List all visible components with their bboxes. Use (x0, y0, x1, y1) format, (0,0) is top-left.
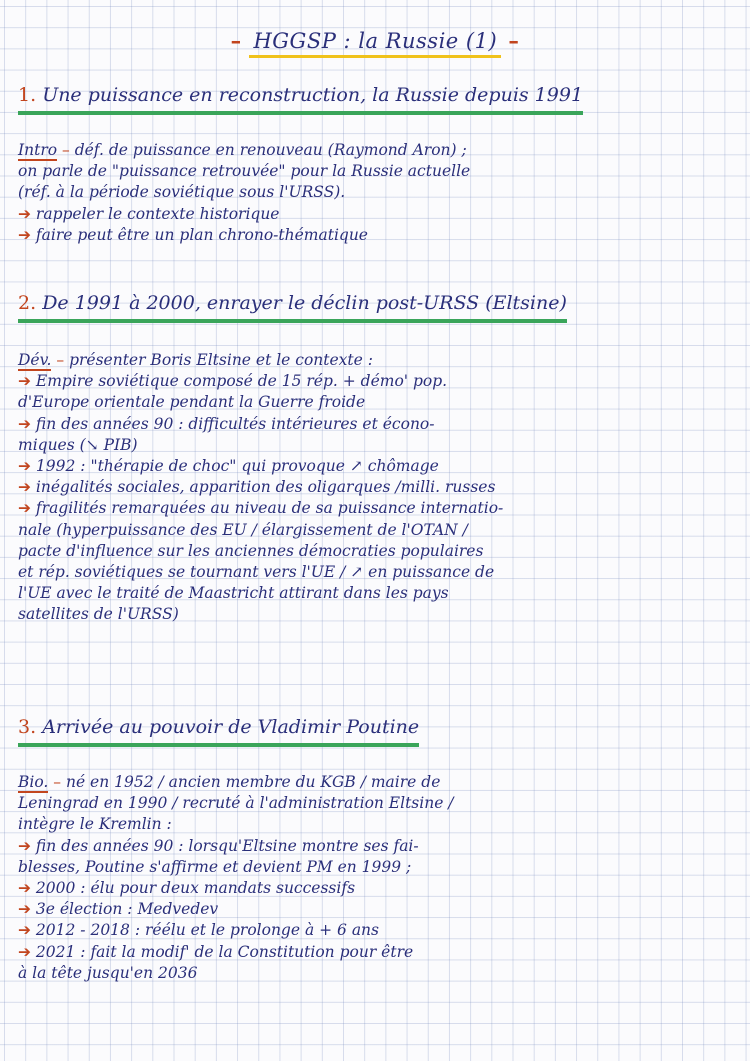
page-title (0, 28, 750, 58)
bio-text: Leningrad en 1990 / recruté à l'administration Eltsine / (18, 794, 454, 813)
arrow-right-icon: ➔ (18, 372, 36, 391)
biography-block (18, 772, 730, 984)
bullet-text: satellites de l'URSS) (18, 605, 179, 624)
intro-text: on parle de "puissance retrouvée" pour la Russie actuelle (18, 162, 471, 181)
arrow-right-icon: ➔ (18, 478, 36, 497)
bio-label: Bio. (18, 773, 49, 791)
section-3-heading (18, 714, 419, 747)
bullet-item (18, 498, 730, 519)
bio-line: Bio. – né en 1952 / ancien membre du KGB / maire de (18, 773, 441, 791)
arrow-right-icon: ➔ (18, 900, 36, 919)
bullet-text: 1992 : "thérapie de choc" qui provoque ↗ chômage (35, 457, 439, 476)
bullet-text: nale (hyperpuissance des EU / élargissement de l'OTAN / (18, 520, 468, 539)
intro-line: Intro – déf. de puissance en renouveau (Raymond Aron) ; (18, 141, 467, 159)
bullet-text: fin des années 90 : difficultés intérieures et écono- (35, 414, 435, 433)
section-2-heading (18, 290, 567, 323)
bullet-item (18, 899, 730, 920)
bullet-text: 3e élection : Medvedev (35, 900, 219, 919)
arrow-right-icon: ➔ (18, 225, 36, 244)
section-1-heading-text: Une puissance en reconstruction, la Russie depuis 1991 (42, 84, 584, 106)
arrow-right-icon: ➔ (18, 414, 36, 433)
bullet-item (18, 204, 730, 225)
bullet-item (18, 836, 730, 857)
arrow-right-icon: ➔ (18, 204, 36, 223)
section-1-heading (18, 82, 583, 115)
bullet-text: fin des années 90 : lorsqu'Eltsine montre ses fai- (35, 836, 419, 855)
arrow-right-icon: ➔ (18, 921, 36, 940)
bullet-text: 2021 : fait la modif' de la Constitution pour être (35, 942, 414, 961)
bullet-text: 2012 - 2018 : réélu et le prolonge à + 6 ans (35, 921, 379, 940)
dev-line: Dév. – présenter Boris Eltsine et le contexte : (18, 351, 373, 369)
bullet-item (18, 456, 730, 477)
bio-text: intègre le Kremlin : (18, 815, 172, 834)
intro-text: déf. de puissance en renouveau (Raymond Aron) ; (74, 141, 467, 159)
dev-label: Dév. (18, 351, 52, 369)
intro-block (18, 140, 730, 246)
arrow-right-icon: ➔ (18, 457, 36, 476)
section-2-heading-text: De 1991 à 2000, enrayer le déclin post-URSS (Eltsine) (42, 292, 567, 314)
bullet-text: Empire soviétique composé de 15 rép. + démo' pop. (35, 372, 448, 391)
bullet-text: pacte d'influence sur les anciennes démocraties populaires (18, 541, 484, 560)
bullet-item (18, 878, 730, 899)
bullet-text: fragilités remarquées au niveau de sa puissance internatio- (35, 499, 504, 518)
section-1-number: 1. (18, 84, 37, 106)
bullet-text: et rép. soviétiques se tournant vers l'UE / ↗ en puissance de (18, 563, 495, 582)
intro-text: (réf. à la période soviétique sous l'URSS). (18, 183, 346, 202)
title-text: HGGSP : la Russie (1) (249, 29, 501, 58)
arrow-right-icon: ➔ (18, 942, 36, 961)
section-1 (18, 82, 730, 115)
bullet-text: à la tête jusqu'en 2036 (18, 963, 198, 982)
development-block (18, 350, 730, 626)
bullet-text: faire peut être un plan chrono-thématique (35, 225, 368, 244)
intro-label: Intro (18, 141, 58, 159)
title-dash-right: – (508, 28, 520, 53)
bullet-text: blesses, Poutine s'affirme et devient PM en 1999 ; (18, 857, 412, 876)
section-3 (18, 714, 730, 747)
section-2-number: 2. (18, 292, 37, 314)
bullet-item (18, 225, 730, 246)
bullet-item (18, 477, 730, 498)
bullet-item (18, 414, 730, 435)
bullet-text: inégalités sociales, apparition des oligarques /milli. russes (35, 478, 496, 497)
section-3-heading-text: Arrivée au pouvoir de Vladimir Poutine (42, 716, 420, 738)
bullet-text: 2000 : élu pour deux mandats successifs (35, 879, 356, 898)
bio-text: né en 1952 / ancien membre du KGB / maire de (65, 773, 441, 791)
dev-text: présenter Boris Eltsine et le contexte : (69, 351, 373, 369)
arrow-right-icon: ➔ (18, 499, 36, 518)
bullet-item (18, 942, 730, 963)
bullet-item (18, 371, 730, 392)
bullet-text: miques (↘ PIB) (18, 435, 138, 454)
arrow-right-icon: ➔ (18, 836, 36, 855)
bullet-text: d'Europe orientale pendant la Guerre froide (18, 393, 366, 412)
section-3-number: 3. (18, 716, 37, 738)
section-2 (18, 290, 730, 323)
bullet-text: rappeler le contexte historique (35, 204, 280, 223)
bullet-item (18, 920, 730, 941)
arrow-right-icon: ➔ (18, 879, 36, 898)
bullet-text: l'UE avec le traité de Maastricht attirant dans les pays (18, 584, 449, 603)
title-dash-left: – (230, 28, 250, 53)
